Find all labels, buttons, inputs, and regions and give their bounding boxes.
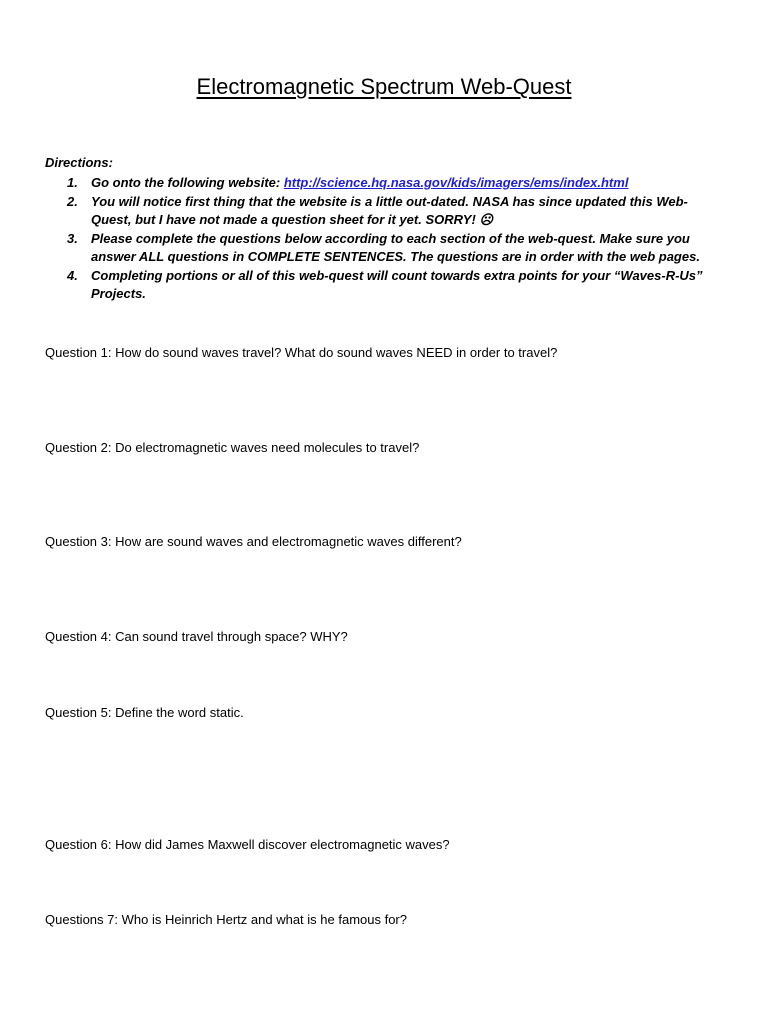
question-4: Question 4: Can sound travel through space? WHY?	[45, 629, 348, 644]
direction-number: 2.	[67, 193, 78, 209]
direction-number: 3.	[67, 230, 78, 246]
question-2: Question 2: Do electromagnetic waves need molecules to travel?	[45, 440, 420, 455]
question-6: Question 6: How did James Maxwell discover electromagnetic waves?	[45, 837, 450, 852]
direction-item-3	[45, 230, 710, 267]
direction-number: 4.	[67, 267, 78, 283]
question-3: Question 3: How are sound waves and electromagnetic waves different?	[45, 534, 462, 549]
directions-heading: Directions:	[45, 155, 113, 170]
question-1: Question 1: How do sound waves travel? What do sound waves NEED in order to travel?	[45, 345, 558, 360]
question-5: Question 5: Define the word static.	[45, 705, 244, 720]
nasa-website-link[interactable]: http://science.hq.nasa.gov/kids/imagers/ems/index.html	[283, 175, 629, 190]
direction-text: You will notice first thing that the website is a little out-dated. NASA has since updated this Web-Quest, but I have not made a question sheet for it yet. SORRY! ☹	[91, 193, 688, 227]
directions-list	[45, 174, 710, 304]
direction-text: Please complete the questions below according to each section of the web-quest. Make sure you answer ALL questions in COMPLETE SENTENCES. The questions are in order with the web pages.	[91, 230, 700, 264]
direction-number: 1.	[67, 175, 78, 190]
direction-text: Completing portions or all of this web-quest will count towards extra points for your “Waves-R-Us” Projects.	[91, 267, 703, 301]
direction-item-4	[45, 267, 710, 304]
page-title: Electromagnetic Spectrum Web-Quest	[196, 74, 572, 99]
question-7: Questions 7: Who is Heinrich Hertz and what is he famous for?	[45, 912, 407, 927]
direction-item-1	[45, 174, 710, 193]
direction-item-2	[45, 193, 710, 230]
direction-text: Go onto the following website:	[91, 175, 284, 190]
